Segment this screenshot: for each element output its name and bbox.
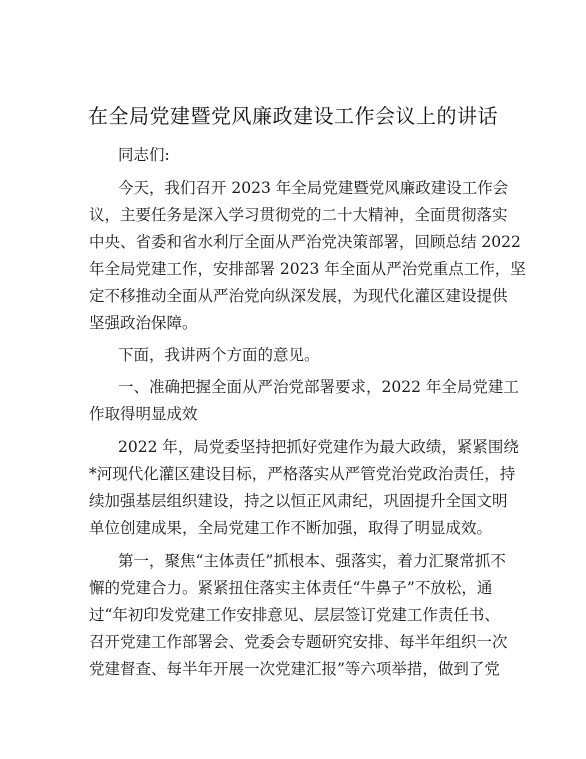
paragraph-line: 今天，我们召开 2023 年全局党建暨党风廉政建设工作会 [118, 179, 509, 197]
paragraph-line: 中央、省委和省水利厅全面从严治党决策部署，回顾总结 2022 [89, 233, 521, 251]
paragraph-line: *河现代化灌区建设目标，严格落实从严管党治党政治责任，持 [89, 465, 516, 483]
paragraph-line: 懈的党建合力。紧紧扭住落实主体责任“牛鼻子”不放松，通 [89, 579, 493, 597]
document-title: 在全局党建暨党风廉政建设工作会议上的讲话 [88, 104, 498, 128]
paragraph-line: 续加强基层组织建设，持之以恒正风肃纪，巩固提升全国文明 [89, 492, 508, 510]
paragraph-line: 2022 年，局党委坚持把抓好党建作为最大政绩，紧紧围绕 [118, 438, 519, 456]
section-heading: 一、准确把握全面从严治党部署要求，2022 年全局党建工 [118, 378, 519, 396]
paragraph-line: 党建督查、每半年开展一次党建汇报”等六项举措，做到了党 [89, 660, 500, 678]
section-heading: 作取得明显成效 [89, 405, 198, 423]
paragraph-line: 第一，聚焦“主体责任”抓根本、强落实，着力汇聚常抓不 [118, 552, 506, 570]
paragraph-line: 过“年初印发党建工作安排意见、层层签订党建工作责任书、 [89, 606, 500, 624]
paragraph-line: 议，主要任务是深入学习贯彻党的二十大精神，全面贯彻落实 [89, 206, 508, 224]
paragraph-line: 下面，我讲两个方面的意见。 [118, 346, 320, 364]
paragraph-line: 年全局党建工作，安排部署 2023 年全面从严治党重点工作，坚 [89, 260, 526, 278]
paragraph-line: 召开党建工作部署会、党委会专题研究安排、每半年组织一次 [89, 633, 508, 651]
paragraph-line: 定不移推动全面从严治党向纵深发展，为现代化灌区建设提供 [89, 287, 508, 305]
salutation: 同志们: [118, 146, 170, 164]
paragraph-line: 坚强政治保障。 [89, 314, 198, 332]
paragraph-line: 单位创建成果，全局党建工作不断加强，取得了明显成效。 [89, 519, 493, 537]
